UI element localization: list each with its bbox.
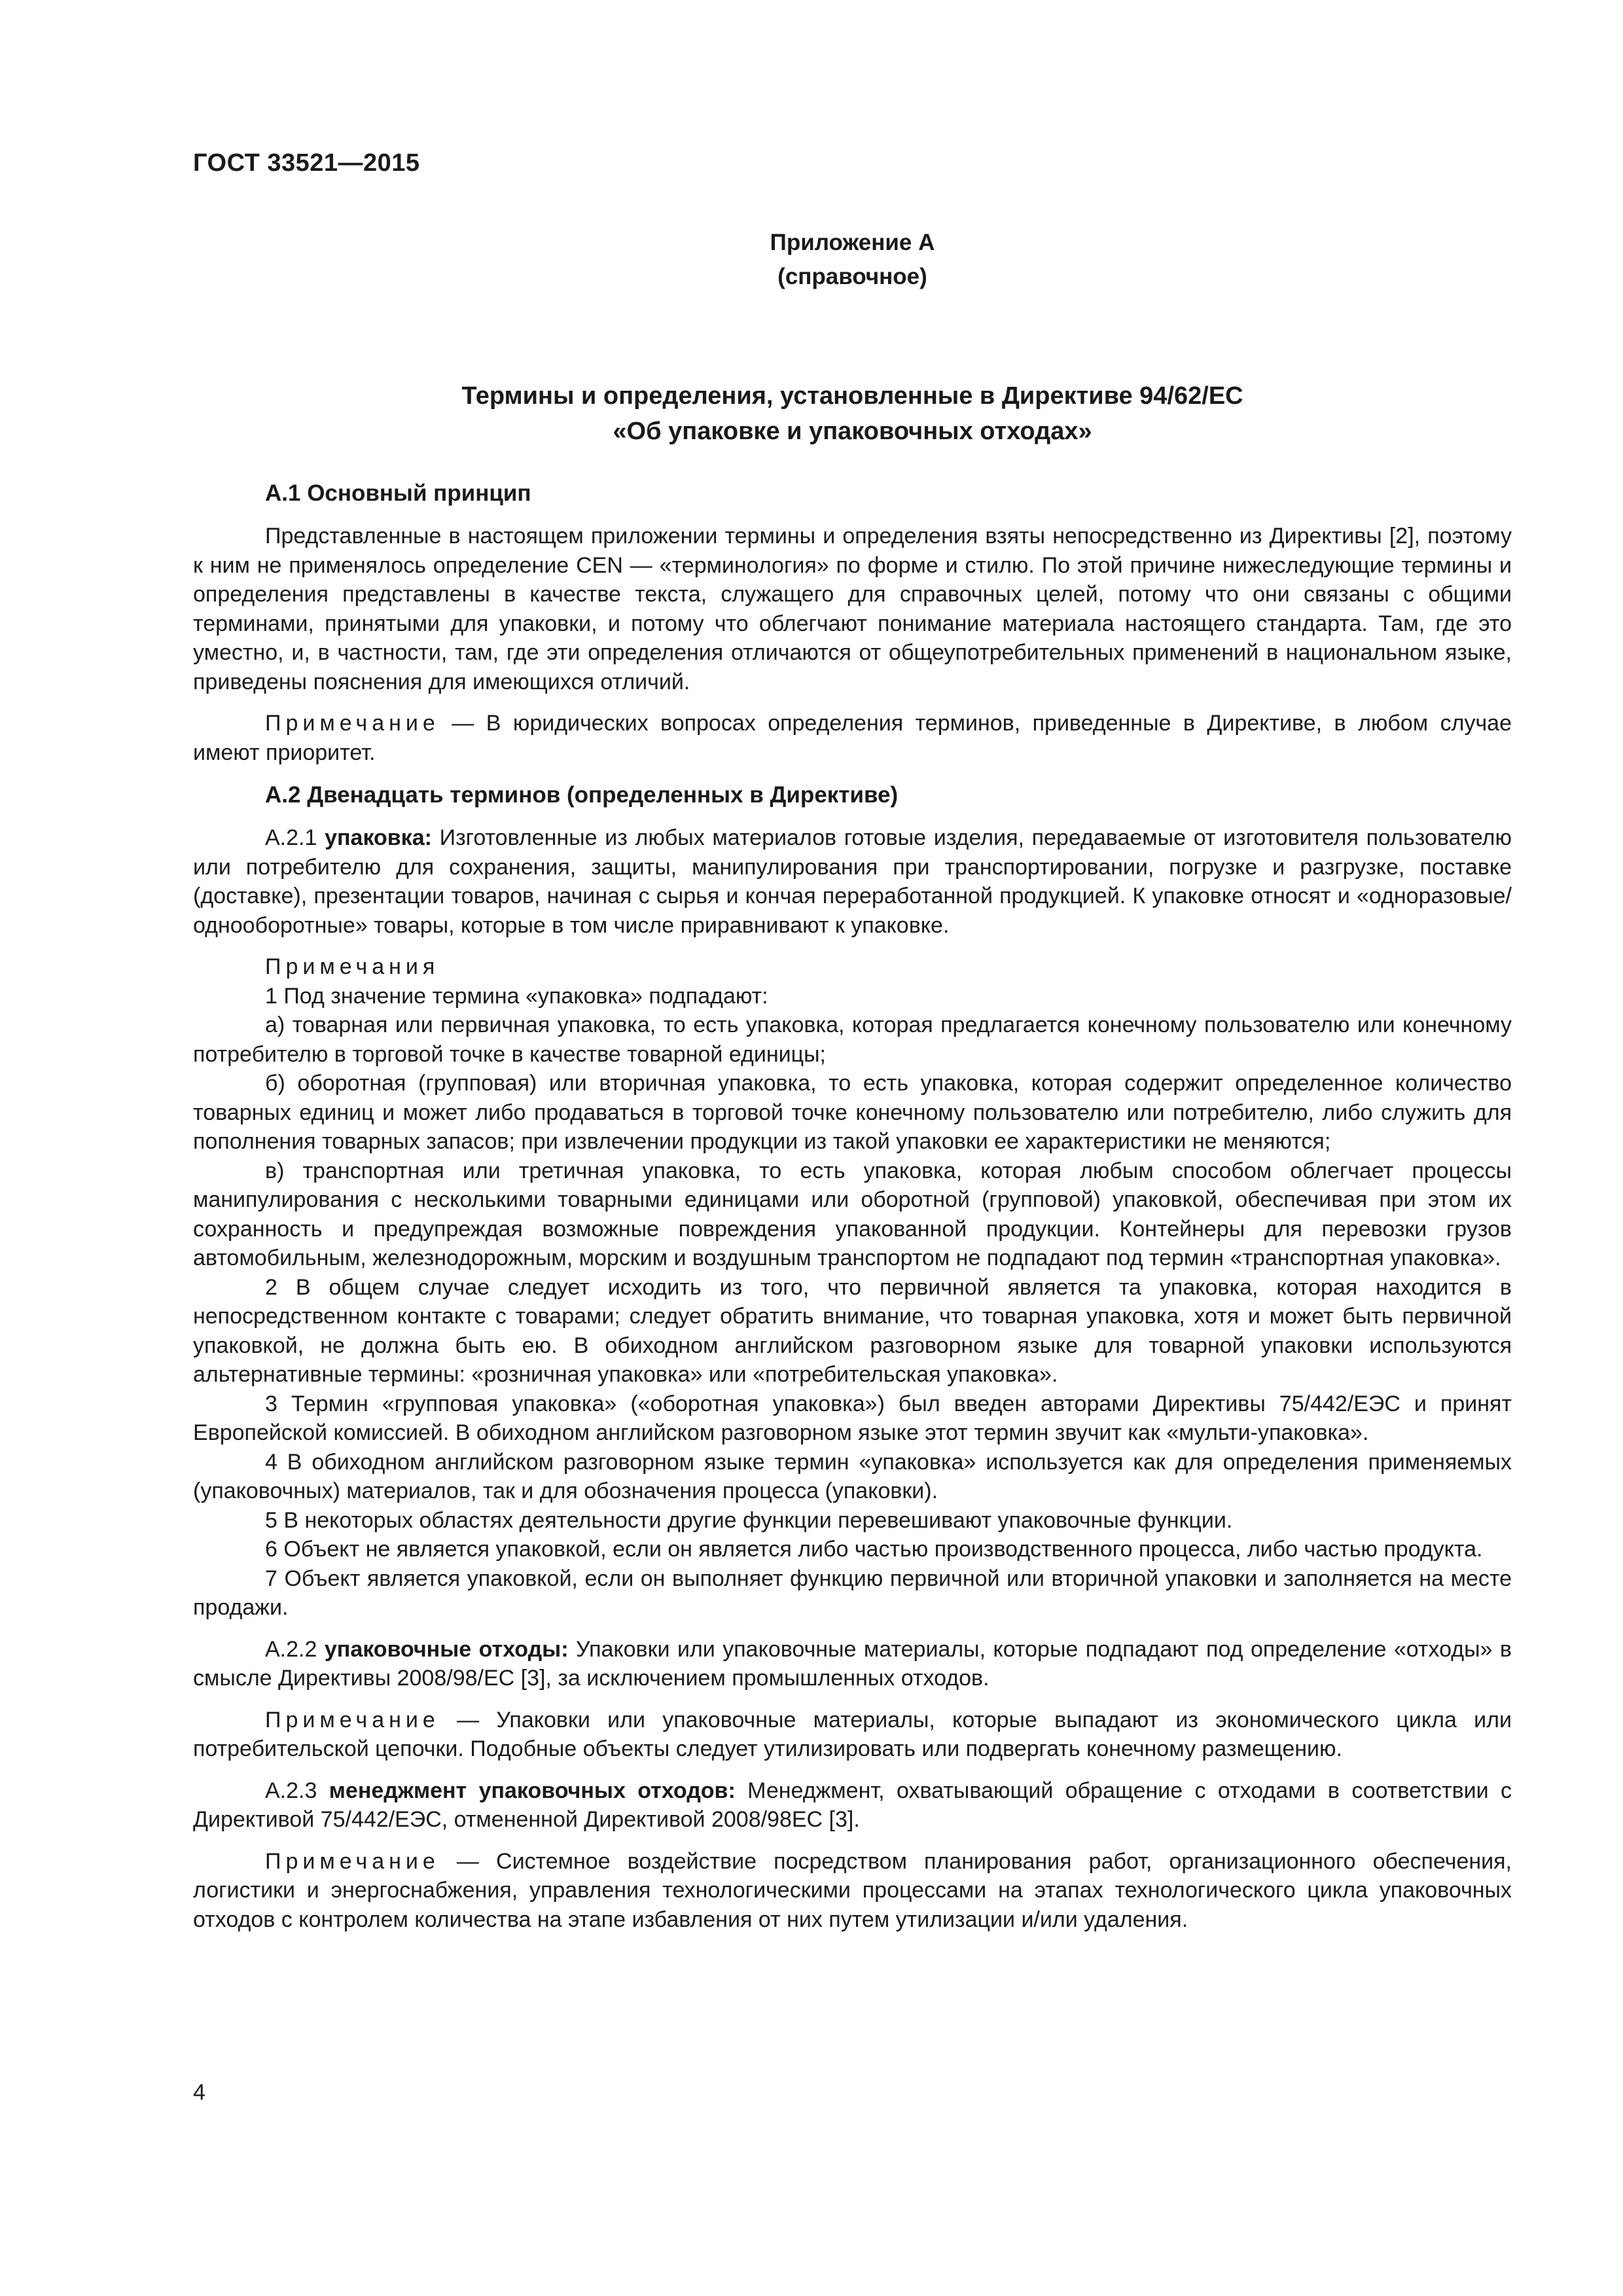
annex-heading [193,226,1512,294]
note-item: 7 Объект является упаковкой, если он выполняет функцию первичной или вторичной упаковки и заполняется на месте продажи. [193,1566,1512,1620]
page-number: 4 [193,2080,205,2105]
term-a22-note [193,1706,1512,1764]
note-label: Примечание [265,1848,440,1874]
term-definition: Изготовленные из любых материалов готовые изделия, передаваемые от изготовителя пользователю или потребителю для сохранения, защиты, манипулирования при транспортировании, погрузке и разгрузке, поставке (доставке), презентации товаров, начиная с сырья и кончая переработанной продукцией. К упаковке относят и «одноразовые/однооборотные» товары, которые в том числе приравнивают к упаковке. [193,825,1512,938]
note-item: 5 В некоторых областях деятельности другие функции перевешивают упаковочные функции. [265,1507,1233,1533]
term-name: упаковочные отходы: [324,1636,569,1662]
annex-title-line-1: Термины и определения, установленные в Директиве 94/62/ЕС [461,382,1243,410]
annex-label: Приложение А [770,230,935,255]
notes-label: Примечания [265,954,440,979]
term-name: упаковка: [325,825,432,850]
note-item: 2 В общем случае следует исходить из того, что первичной является та упаковка, которая находится в непосредственном контакте с товарами; следует обратить внимание, что товарная упаковка, хотя и может быть первичной упаковкой, не должна быть ею. В обиходном английском разговорном языке для товарной упаковки используются альтернативные термины: «розничная упаковка» или «потребительская упаковка». [193,1274,1512,1387]
section-a2-heading: А.2 Двенадцать терминов (определенных в Директиве) [265,782,899,808]
note-text: — Упаковки или упаковочные материалы, которые выпадают из экономического цикла или потребительской цепочки. Подобные объекты следует утилизировать или подвергать конечному размещению. [193,1707,1512,1761]
term-name: менеджмент упаковочных отходов: [329,1778,736,1803]
annex-type: (справочное) [777,264,927,289]
note-label: Примечание [265,711,440,736]
term-definition: Упаковки или упаковочные материалы, которые подпадают под определение «отходы» в смысле Директивы 2008/98/ЕС [3], за исключением промышленных отходов. [193,1636,1512,1691]
note-item: 4 В обиходном английском разговорном языке термин «упаковка» используется как для определения применяемых (упаковочных) материалов, так и для обозначения процесса (упаковки). [193,1449,1512,1503]
note-item: 3 Термин «групповая упаковка» («оборотная упаковка») был введен авторами Директивы 75/442/ЕЭС и принят Европейской комиссией. В обиходном английском разговорном языке этот термин звучит как «мульти-упаковка». [193,1391,1512,1445]
term-a23 [193,1776,1512,1835]
term-a21 [193,823,1512,940]
note-item: 1 Под значение термина «упаковка» подпадают: [265,983,768,1009]
term-number: А.2.3 [265,1778,317,1803]
section-a1-heading: А.1 Основный принцип [265,480,531,506]
term-number: А.2.1 [265,825,317,850]
term-number: А.2.2 [265,1636,317,1662]
term-a21-notes-label [193,952,1512,982]
term-definition: Менеджмент, охватывающий обращение с отходами в соответствии с Директивой 75/442/ЕЭС, отмененной Директивой 2008/98ЕС [3]. [193,1778,1512,1832]
annex-title-line-2: «Об упаковке и упаковочных отходах» [613,418,1092,445]
document-id: ГОСТ 33521—2015 [193,149,420,177]
note-item: б) оборотная (групповая) или вторичная упаковка, то есть упаковка, которая содержит определенное количество товарных единиц и может либо продаваться в торговой точке конечному пользователю или потребителю, либо служить для пополнения товарных запасов; при извлечении продукции из такой упаковки ее характеристики не меняются; [193,1071,1512,1154]
note-label: Примечание [265,1707,440,1732]
note-text: — Системное воздействие посредством планирования работ, организационного обеспечения, логистики и энергоснабжения, управления технологическими процессами на этапах технологического цикла упаковочных отходов с контролем количества на этапе избавления от них путем утилизации и/или удаления. [193,1848,1512,1932]
note-item: а) товарная или первичная упаковка, то есть упаковка, которая предлагается конечному пользователю или конечному потребителю в торговой точке в качестве товарной единицы; [193,1013,1512,1067]
term-a22 [193,1635,1512,1693]
document-body [193,478,1512,1934]
note-text: — В юридических вопросах определения терминов, приведенные в Директиве, в любом случае имеют приоритет. [193,711,1512,765]
annex-title [193,378,1512,449]
section-a1-paragraph: Представленные в настоящем приложении термины и определения взяты непосредственно из Директивы [2], поэтому к ним не применялось определение CEN — «терминология» по форме и стилю. По этой причине нижеследующие термины и определения представлены в качестве текста, служащего для справочных целей, потому что они связаны с общими терминами, принятыми для упаковки, и потому что облегчают понимание материала настоящего стандарта. Там, где это уместно, и, в частности, там, где эти определения отличаются от общеупотребительных применений в национальном языке, приведены пояснения для имеющихся отличий. [193,524,1512,694]
note-item: 6 Объект не является упаковкой, если он является либо частью производственного процесса, либо частью продукта. [265,1537,1483,1562]
section-a1-note [193,709,1512,767]
term-a23-note [193,1847,1512,1935]
note-item: в) транспортная или третичная упаковка, то есть упаковка, которая любым способом облегчает процессы манипулирования с несколькими товарными единицами или оборотной (групповой) упаковкой, обеспечивая при этом их сохранность и предупреждая возможные повреждения упакованной продукции. Контейнеры для перевозки грузов автомобильным, железнодорожным, морским и воздушным транспортом не подпадают под термин «транспортная упаковка». [193,1158,1512,1270]
